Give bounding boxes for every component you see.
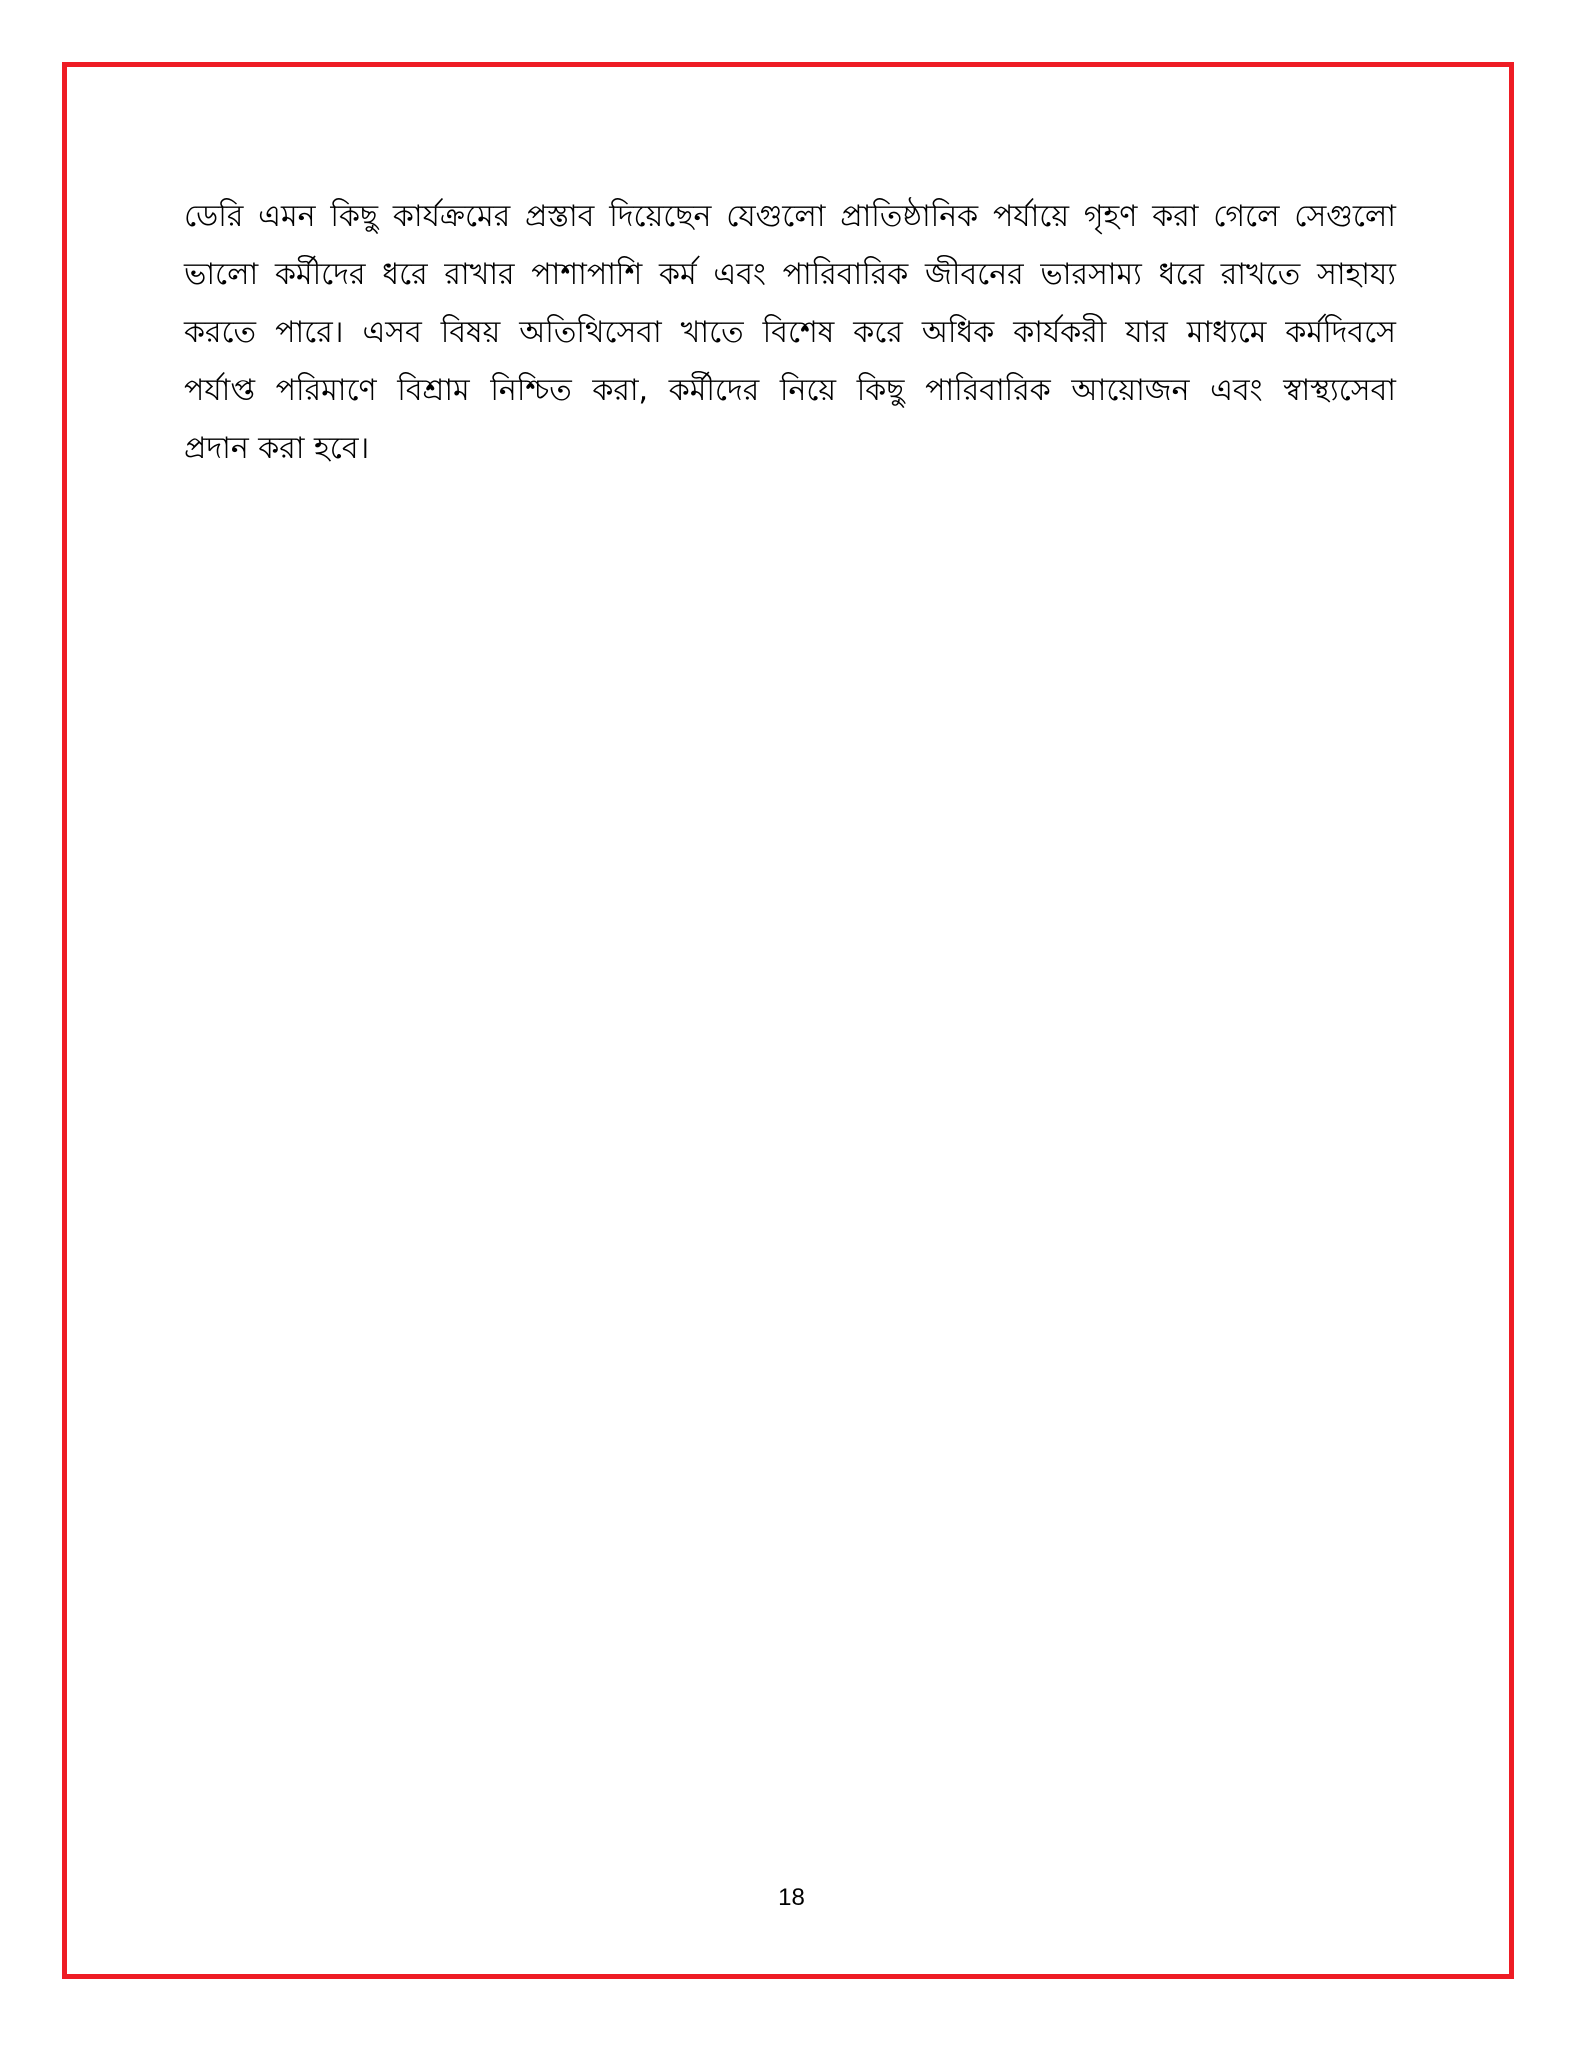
- paragraph-line-2: ভালো কর্মীদের ধরে রাখার পাশাপাশি কর্ম এবং পারিবারিক জীবনের ভারসাম্য ধরে রাখতে সাহায্য: [184, 257, 1396, 292]
- page-number: 18: [778, 1884, 805, 1911]
- paragraph-line-4: পর্যাপ্ত পরিমাণে বিশ্রাম নিশ্চিত করা, কর্মীদের নিয়ে কিছু পারিবারিক আয়োজন এবং স্বাস্থ্যসেবা: [184, 373, 1396, 408]
- paragraph-line-5: প্রদান করা হবে।: [184, 431, 370, 466]
- paragraph-line-1: ডেরি এমন কিছু কার্যক্রমের প্রস্তাব দিয়েছেন যেগুলো প্রাতিষ্ঠানিক পর্যায়ে গৃহণ করা গেলে সেগুলো: [184, 199, 1396, 234]
- paragraph-line-3: করতে পারে। এসব বিষয় অতিথিসেবা খাতে বিশেষ করে অধিক কার্যকরী যার মাধ্যমে কর্মদিবসে: [184, 315, 1396, 350]
- body-paragraph: [184, 188, 1396, 478]
